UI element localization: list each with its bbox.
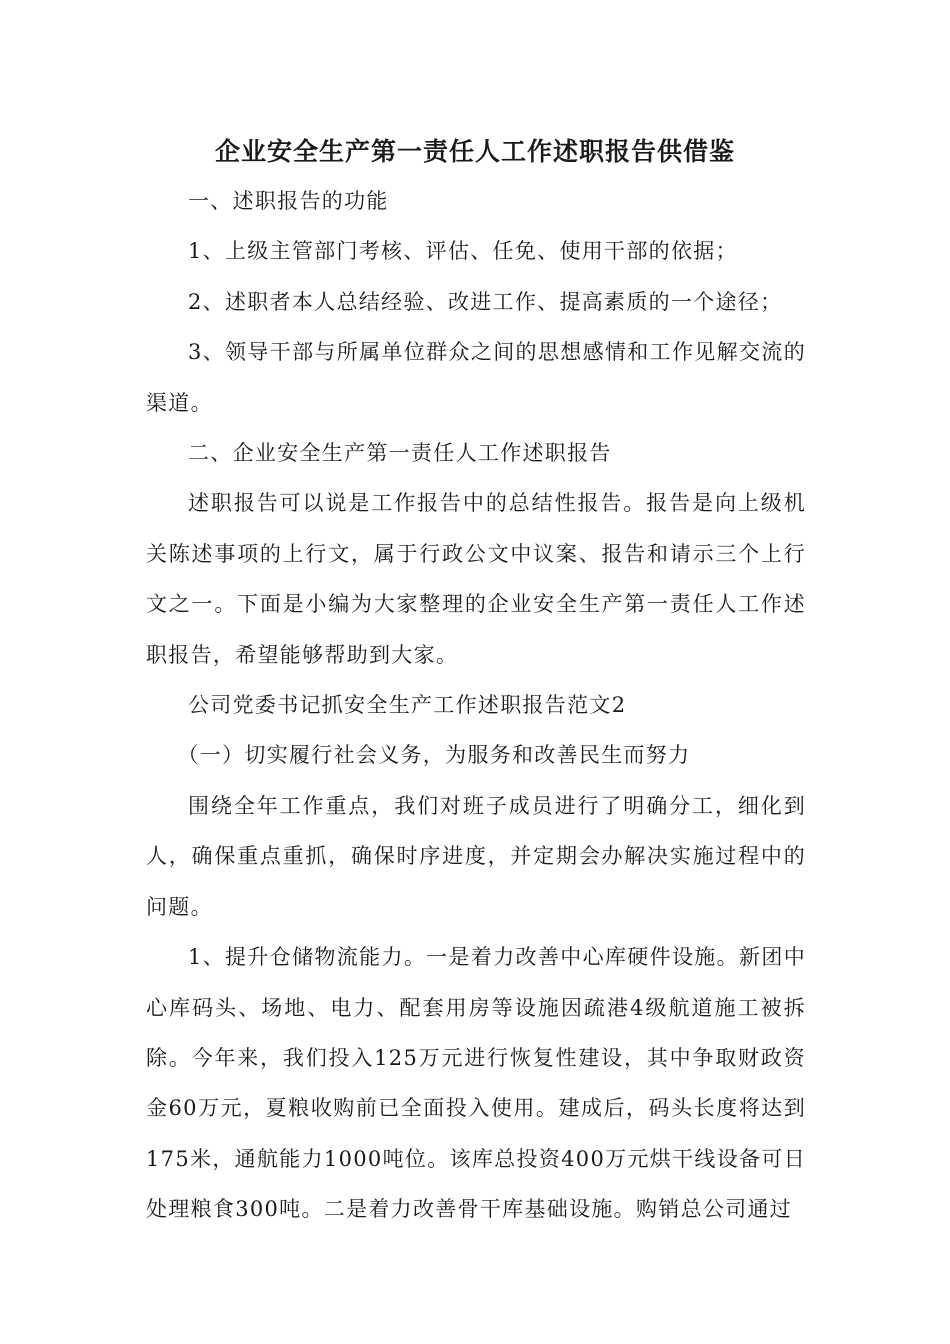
function-item-1: 1、上级主管部门考核、评估、任免、使用干部的依据； bbox=[188, 239, 738, 264]
function-item-3: 3、领导干部与所属单位群众之间的思想感情和工作见解交流的渠道。 bbox=[146, 340, 806, 415]
section-heading-report: 二、企业安全生产第一责任人工作述职报告 bbox=[188, 441, 612, 466]
intro-paragraph: 述职报告可以说是工作报告中的总结性报告。报告是向上级机关陈述事项的上行文，属于行政公文中议案、报告和请示三个上行文之一。下面是小编为大家整理的企业安全生产第一责任人工作述职报告，希望能够帮助到大家。 bbox=[146, 491, 806, 667]
body-paragraph-2: 1、提升仓储物流能力。一是着力改善中心库硬件设施。新团中心库码头、场地、电力、配套用房等设施因疏港4级航道施工被拆除。今年来，我们投入125万元进行恢复性建设，其中争取财政资金60万元，夏粮收购前已全面投入使用。建成后，码头长度将达到175米，通航能力1000吨位。该库总投资400万元烘干线设备可日处理粮食300吨。二是着力改善骨干库基础设施。购销总公司通过 bbox=[146, 945, 806, 1222]
document-body bbox=[146, 176, 806, 1235]
document-title: 企业安全生产第一责任人工作述职报告供借鉴 bbox=[214, 137, 735, 166]
subsection-heading-1: （一）切实履行社会义务，为服务和改善民生而努力 bbox=[177, 743, 691, 768]
function-item-2: 2、述职者本人总结经验、改进工作、提高素质的一个途径； bbox=[188, 289, 783, 314]
sample-title: 公司党委书记抓安全生产工作述职报告范文2 bbox=[188, 693, 627, 718]
body-paragraph-1: 围绕全年工作重点，我们对班子成员进行了明确分工，细化到人，确保重点重抓，确保时序进度，并定期会办解决实施过程中的问题。 bbox=[146, 793, 806, 919]
section-heading-functions: 一、述职报告的功能 bbox=[188, 189, 389, 213]
